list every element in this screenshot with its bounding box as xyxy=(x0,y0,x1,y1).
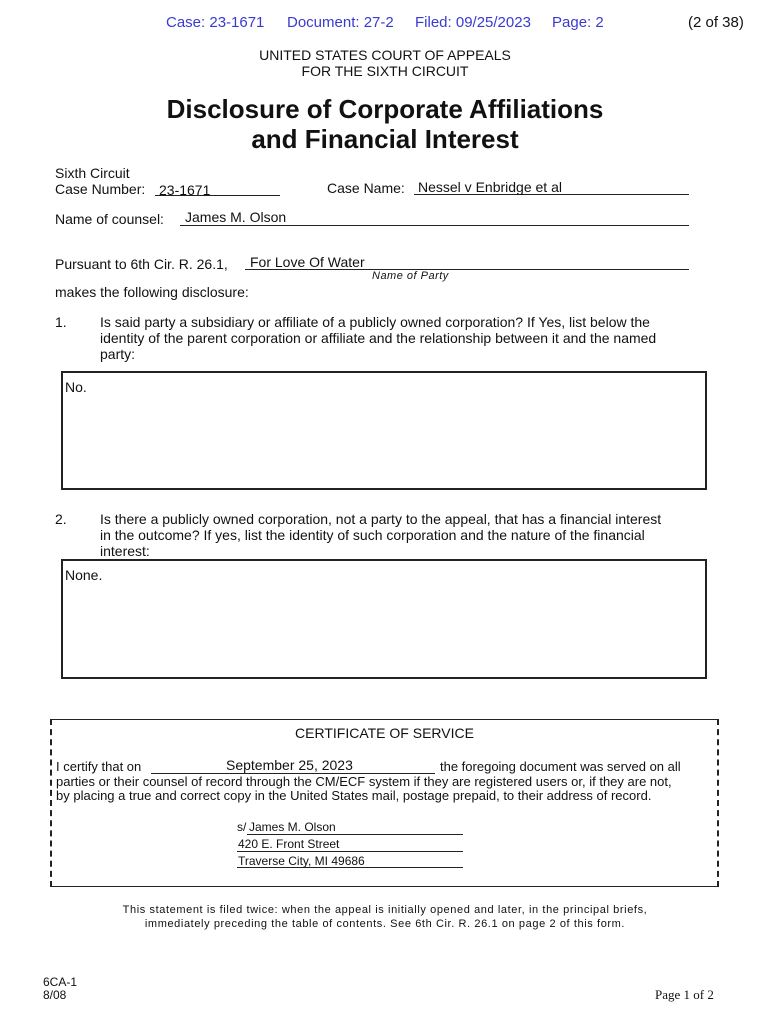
counsel-underline xyxy=(180,225,689,226)
certify-prefix: I certify that on xyxy=(56,759,142,774)
pursuant-label: Pursuant to 6th Cir. R. 26.1, xyxy=(55,256,228,272)
filing-note-line2: immediately preceding the table of contents. See 6th Cir. R. 26.1 on page 2 of this form. xyxy=(144,918,626,930)
question-2-line3: interest: xyxy=(100,543,150,559)
header-filed: Filed: 09/25/2023 xyxy=(415,14,531,31)
question-1-line1: Is said party a subsidiary or affiliate of a publicly owned corporation? If Yes, list below the xyxy=(100,314,650,330)
certify-suffix: the foregoing document was served on all xyxy=(440,759,681,774)
party-caption: Name of Party xyxy=(372,270,449,282)
question-2-line1: Is there a publicly owned corporation, not a party to the appeal, that has a financial interest xyxy=(100,511,662,527)
question-2-number: 2. xyxy=(55,511,67,527)
counsel-value: James M. Olson xyxy=(185,209,287,225)
certify-line3: by placing a true and correct copy in the United States mail, postage prepaid, to their address of record. xyxy=(56,788,652,803)
signature-underline xyxy=(247,834,463,835)
question-1-answer: No. xyxy=(65,379,87,395)
question-2-answer-box xyxy=(61,559,707,679)
party-value: For Love Of Water xyxy=(250,254,365,270)
page-number: Page 1 of 2 xyxy=(655,987,714,1002)
question-1-line2: identity of the parent corporation or affiliate and the relationship between it and the named xyxy=(100,330,657,346)
question-2-text xyxy=(100,511,661,559)
disclosure-intro: makes the following disclosure: xyxy=(55,284,249,300)
court-name-line2: FOR THE SIXTH CIRCUIT xyxy=(301,63,469,79)
counsel-label: Name of counsel: xyxy=(55,211,164,227)
question-1-text xyxy=(100,314,656,362)
question-2-answer: None. xyxy=(65,567,103,583)
certificate-of-service xyxy=(50,719,719,887)
certify-line2: parties or their counsel of record through the CM/ECF system if they are registered users or, if they are not, xyxy=(56,774,672,789)
signature-name: James M. Olson xyxy=(249,820,336,834)
header-document: Document: 27-2 xyxy=(287,14,394,31)
question-1-number: 1. xyxy=(55,314,67,330)
address-line2: Traverse City, MI 49686 xyxy=(238,854,365,868)
form-revision-date: 8/08 xyxy=(43,988,67,1002)
service-date: September 25, 2023 xyxy=(226,757,353,773)
question-1-line3: party: xyxy=(100,346,136,362)
header-page-count: (2 of 38) xyxy=(688,14,744,31)
address1-underline xyxy=(237,851,463,852)
form-title-line1: Disclosure of Corporate Affiliations xyxy=(166,94,604,124)
signature-prefix: s/ xyxy=(237,820,247,834)
question-1-answer-box xyxy=(61,371,707,490)
form-title-line2: and Financial Interest xyxy=(251,124,519,154)
form-identifier xyxy=(43,976,77,1002)
case-name-label: Case Name: xyxy=(327,180,405,196)
court-name xyxy=(0,47,770,79)
form-number: 6CA-1 xyxy=(43,975,78,989)
case-name-value: Nessel v Enbridge et al xyxy=(418,179,562,195)
header-case: Case: 23-1671 xyxy=(166,14,265,31)
case-number-value: 23-1671 xyxy=(159,182,211,198)
header-page: Page: 2 xyxy=(552,14,604,31)
certificate-title: CERTIFICATE OF SERVICE xyxy=(295,725,474,741)
filing-note-line1: This statement is filed twice: when the appeal is initially opened and later, in the principal briefs, xyxy=(122,904,648,916)
form-title xyxy=(0,94,770,154)
address-line1: 420 E. Front Street xyxy=(238,837,340,851)
question-2-line2: in the outcome? If yes, list the identity of such corporation and the nature of the financial xyxy=(100,527,645,543)
court-name-line1: UNITED STATES COURT OF APPEALS xyxy=(259,47,511,63)
case-number-label: Case Number: xyxy=(55,181,146,197)
circuit-label: Sixth Circuit xyxy=(55,165,130,181)
